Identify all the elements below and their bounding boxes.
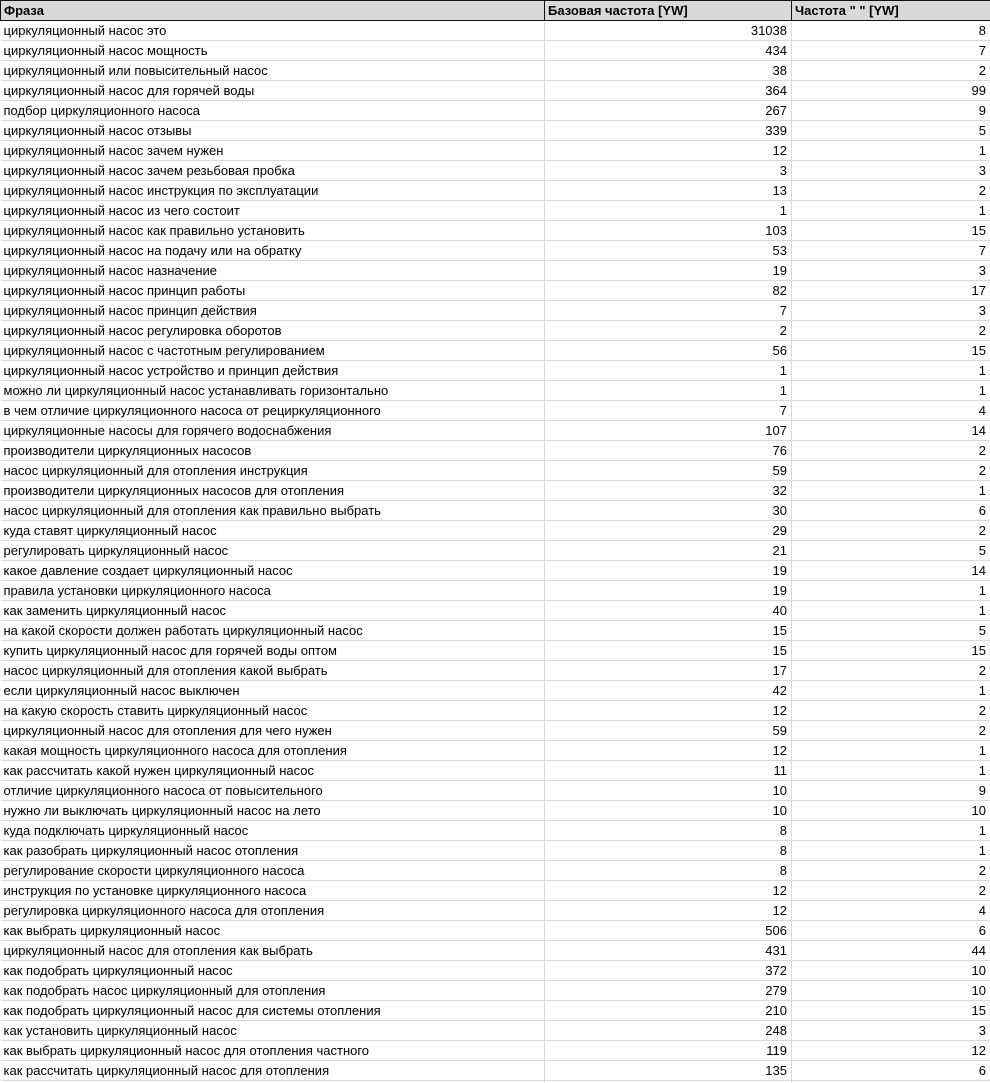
table-row <box>1 601 990 621</box>
frequency-cell[interactable]: 12 <box>792 1041 990 1061</box>
base-frequency-cell[interactable]: 8 <box>545 821 792 841</box>
table-row <box>1 541 990 561</box>
frequency-cell[interactable]: 1 <box>792 601 990 621</box>
table-row <box>1 861 990 881</box>
table-header <box>1 1 990 21</box>
phrase-cell[interactable]: циркуляционный насос инструкция по эксплуатации <box>1 181 545 201</box>
frequency-cell[interactable]: 2 <box>792 661 990 681</box>
column-header-phrase[interactable]: Фраза <box>1 1 545 21</box>
frequency-cell[interactable]: 5 <box>792 121 990 141</box>
table-row <box>1 561 990 581</box>
table-row <box>1 761 990 781</box>
phrase-cell[interactable]: как рассчитать какой нужен циркуляционный насос <box>1 761 545 781</box>
base-frequency-cell[interactable]: 248 <box>545 1021 792 1041</box>
table-row <box>1 201 990 221</box>
base-frequency-cell[interactable]: 59 <box>545 721 792 741</box>
phrase-cell[interactable]: производители циркуляционных насосов для отопления <box>1 481 545 501</box>
base-frequency-cell[interactable]: 364 <box>545 81 792 101</box>
table-row <box>1 121 990 141</box>
base-frequency-cell[interactable]: 19 <box>545 581 792 601</box>
base-frequency-cell[interactable]: 12 <box>545 881 792 901</box>
table-row <box>1 981 990 1001</box>
frequency-cell[interactable]: 6 <box>792 921 990 941</box>
table-row <box>1 361 990 381</box>
base-frequency-cell[interactable]: 103 <box>545 221 792 241</box>
frequency-cell[interactable]: 2 <box>792 721 990 741</box>
base-frequency-cell[interactable]: 19 <box>545 261 792 281</box>
table-row <box>1 301 990 321</box>
base-frequency-cell[interactable]: 1 <box>545 381 792 401</box>
phrase-cell[interactable]: циркуляционный насос как правильно установить <box>1 221 545 241</box>
base-frequency-cell[interactable]: 15 <box>545 621 792 641</box>
phrase-cell[interactable]: какое давление создает циркуляционный насос <box>1 561 545 581</box>
base-frequency-cell[interactable]: 372 <box>545 961 792 981</box>
frequency-cell[interactable]: 1 <box>792 741 990 761</box>
base-frequency-cell[interactable]: 1 <box>545 201 792 221</box>
base-frequency-cell[interactable]: 59 <box>545 461 792 481</box>
base-frequency-cell[interactable]: 434 <box>545 41 792 61</box>
frequency-cell[interactable]: 3 <box>792 1021 990 1041</box>
base-frequency-cell[interactable]: 3 <box>545 161 792 181</box>
phrase-cell[interactable]: циркуляционный насос с частотным регулированием <box>1 341 545 361</box>
frequency-cell[interactable]: 9 <box>792 101 990 121</box>
base-frequency-cell[interactable]: 76 <box>545 441 792 461</box>
table-row <box>1 641 990 661</box>
base-frequency-cell[interactable]: 506 <box>545 921 792 941</box>
phrase-cell[interactable]: насос циркуляционный для отопления как правильно выбрать <box>1 501 545 521</box>
phrase-cell[interactable]: можно ли циркуляционный насос устанавливать горизонтально <box>1 381 545 401</box>
phrase-cell[interactable]: как подобрать циркуляционный насос <box>1 961 545 981</box>
phrase-cell[interactable]: насос циркуляционный для отопления какой выбрать <box>1 661 545 681</box>
frequency-cell[interactable]: 1 <box>792 681 990 701</box>
table-row <box>1 1041 990 1061</box>
frequency-cell[interactable]: 2 <box>792 701 990 721</box>
table-row <box>1 341 990 361</box>
frequency-cell[interactable]: 5 <box>792 621 990 641</box>
base-frequency-cell[interactable]: 40 <box>545 601 792 621</box>
base-frequency-cell[interactable]: 8 <box>545 861 792 881</box>
frequency-cell[interactable]: 7 <box>792 241 990 261</box>
phrase-cell[interactable]: отличие циркуляционного насоса от повысительного <box>1 781 545 801</box>
table-row <box>1 101 990 121</box>
phrase-cell[interactable]: регулировать циркуляционный насос <box>1 541 545 561</box>
table-row <box>1 221 990 241</box>
base-frequency-cell[interactable]: 12 <box>545 741 792 761</box>
phrase-cell[interactable]: циркуляционный насос зачем резьбовая пробка <box>1 161 545 181</box>
phrase-cell[interactable]: на какую скорость ставить циркуляционный насос <box>1 701 545 721</box>
phrase-cell[interactable]: как выбрать циркуляционный насос <box>1 921 545 941</box>
frequency-cell[interactable]: 14 <box>792 561 990 581</box>
base-frequency-cell[interactable]: 210 <box>545 1001 792 1021</box>
base-frequency-cell[interactable]: 10 <box>545 781 792 801</box>
frequency-cell[interactable]: 1 <box>792 821 990 841</box>
column-header-frequency[interactable]: Частота " " [YW] <box>792 1 990 21</box>
phrase-cell[interactable]: циркуляционные насосы для горячего водоснабжения <box>1 421 545 441</box>
phrase-cell[interactable]: правила установки циркуляционного насоса <box>1 581 545 601</box>
base-frequency-cell[interactable]: 32 <box>545 481 792 501</box>
table-row <box>1 521 990 541</box>
table-row <box>1 281 990 301</box>
frequency-cell[interactable]: 44 <box>792 941 990 961</box>
table-row <box>1 161 990 181</box>
frequency-cell[interactable]: 15 <box>792 1001 990 1021</box>
phrase-cell[interactable]: как подобрать насос циркуляционный для отопления <box>1 981 545 1001</box>
table-row <box>1 41 990 61</box>
phrase-cell[interactable]: циркуляционный насос для горячей воды <box>1 81 545 101</box>
phrase-cell[interactable]: если циркуляционный насос выключен <box>1 681 545 701</box>
frequency-cell[interactable]: 2 <box>792 321 990 341</box>
frequency-cell[interactable]: 1 <box>792 581 990 601</box>
frequency-cell[interactable]: 6 <box>792 501 990 521</box>
base-frequency-cell[interactable]: 12 <box>545 701 792 721</box>
frequency-cell[interactable]: 3 <box>792 161 990 181</box>
table-body <box>1 21 990 1083</box>
base-frequency-cell[interactable]: 7 <box>545 401 792 421</box>
frequency-cell[interactable]: 15 <box>792 341 990 361</box>
phrase-cell[interactable]: циркуляционный насос назначение <box>1 261 545 281</box>
phrase-cell[interactable]: нужно ли выключать циркуляционный насос на лето <box>1 801 545 821</box>
base-frequency-cell[interactable]: 30 <box>545 501 792 521</box>
frequency-cell[interactable]: 10 <box>792 961 990 981</box>
base-frequency-cell[interactable]: 19 <box>545 561 792 581</box>
base-frequency-cell[interactable]: 53 <box>545 241 792 261</box>
frequency-cell[interactable]: 9 <box>792 781 990 801</box>
table-row <box>1 481 990 501</box>
frequency-cell[interactable]: 3 <box>792 301 990 321</box>
phrase-cell[interactable]: регулировка циркуляционного насоса для отопления <box>1 901 545 921</box>
frequency-cell[interactable]: 4 <box>792 901 990 921</box>
table-row <box>1 701 990 721</box>
phrase-cell[interactable]: куда подключать циркуляционный насос <box>1 821 545 841</box>
table-row <box>1 141 990 161</box>
table-row <box>1 241 990 261</box>
phrase-cell[interactable]: как заменить циркуляционный насос <box>1 601 545 621</box>
phrase-cell[interactable]: инструкция по установке циркуляционного насоса <box>1 881 545 901</box>
table-row <box>1 321 990 341</box>
frequency-cell[interactable]: 2 <box>792 521 990 541</box>
frequency-cell[interactable]: 4 <box>792 401 990 421</box>
phrase-cell[interactable]: циркуляционный насос для отопления для чего нужен <box>1 721 545 741</box>
table-row <box>1 621 990 641</box>
phrase-cell[interactable]: циркуляционный насос принцип работы <box>1 281 545 301</box>
frequency-cell[interactable]: 8 <box>792 21 990 41</box>
phrase-cell[interactable]: куда ставят циркуляционный насос <box>1 521 545 541</box>
table-row <box>1 821 990 841</box>
base-frequency-cell[interactable]: 21 <box>545 541 792 561</box>
base-frequency-cell[interactable]: 107 <box>545 421 792 441</box>
base-frequency-cell[interactable]: 31038 <box>545 21 792 41</box>
phrase-cell[interactable]: в чем отличие циркуляционного насоса от рециркуляционного <box>1 401 545 421</box>
table-row <box>1 401 990 421</box>
frequency-cell[interactable]: 2 <box>792 861 990 881</box>
table-row <box>1 741 990 761</box>
table-row <box>1 961 990 981</box>
base-frequency-cell[interactable]: 267 <box>545 101 792 121</box>
base-frequency-cell[interactable]: 42 <box>545 681 792 701</box>
base-frequency-cell[interactable]: 29 <box>545 521 792 541</box>
phrase-cell[interactable]: какая мощность циркуляционного насоса для отопления <box>1 741 545 761</box>
frequency-cell[interactable]: 1 <box>792 481 990 501</box>
base-frequency-cell[interactable]: 7 <box>545 301 792 321</box>
base-frequency-cell[interactable]: 12 <box>545 141 792 161</box>
base-frequency-cell[interactable]: 38 <box>545 61 792 81</box>
phrase-cell[interactable]: циркуляционный насос принцип действия <box>1 301 545 321</box>
base-frequency-cell[interactable]: 15 <box>545 641 792 661</box>
phrase-cell[interactable]: циркуляционный насос из чего состоит <box>1 201 545 221</box>
table-row <box>1 721 990 741</box>
frequency-cell[interactable]: 99 <box>792 81 990 101</box>
frequency-cell[interactable]: 2 <box>792 61 990 81</box>
table-row <box>1 501 990 521</box>
base-frequency-cell[interactable]: 11 <box>545 761 792 781</box>
table-row <box>1 81 990 101</box>
table-row <box>1 181 990 201</box>
frequency-cell[interactable]: 1 <box>792 361 990 381</box>
base-frequency-cell[interactable]: 17 <box>545 661 792 681</box>
base-frequency-cell[interactable]: 2 <box>545 321 792 341</box>
base-frequency-cell[interactable]: 339 <box>545 121 792 141</box>
header-row <box>1 1 990 21</box>
phrase-cell[interactable]: как выбрать циркуляционный насос для отопления частного <box>1 1041 545 1061</box>
column-header-base-frequency[interactable]: Базовая частота [YW] <box>545 1 792 21</box>
phrase-cell[interactable]: циркуляционный насос зачем нужен <box>1 141 545 161</box>
base-frequency-cell[interactable]: 56 <box>545 341 792 361</box>
table-row <box>1 901 990 921</box>
phrase-cell[interactable]: циркуляционный насос регулировка оборотов <box>1 321 545 341</box>
frequency-cell[interactable]: 5 <box>792 541 990 561</box>
phrase-cell[interactable]: как рассчитать циркуляционный насос для отопления <box>1 1061 545 1081</box>
phrase-cell[interactable]: циркуляционный насос устройство и принцип действия <box>1 361 545 381</box>
table-row <box>1 801 990 821</box>
base-frequency-cell[interactable]: 1 <box>545 361 792 381</box>
frequency-cell[interactable]: 1 <box>792 761 990 781</box>
frequency-cell[interactable]: 7 <box>792 41 990 61</box>
phrase-cell[interactable]: циркуляционный насос отзывы <box>1 121 545 141</box>
frequency-cell[interactable]: 2 <box>792 461 990 481</box>
base-frequency-cell[interactable]: 13 <box>545 181 792 201</box>
phrase-cell[interactable]: регулирование скорости циркуляционного насоса <box>1 861 545 881</box>
base-frequency-cell[interactable]: 82 <box>545 281 792 301</box>
table-row <box>1 841 990 861</box>
base-frequency-cell[interactable]: 8 <box>545 841 792 861</box>
frequency-cell[interactable]: 10 <box>792 801 990 821</box>
frequency-cell[interactable]: 2 <box>792 181 990 201</box>
base-frequency-cell[interactable]: 279 <box>545 981 792 1001</box>
base-frequency-cell[interactable]: 119 <box>545 1041 792 1061</box>
frequency-cell[interactable]: 1 <box>792 381 990 401</box>
table-row <box>1 1001 990 1021</box>
table-row <box>1 921 990 941</box>
frequency-cell[interactable]: 10 <box>792 981 990 1001</box>
phrase-cell[interactable]: циркуляционный насос это <box>1 21 545 41</box>
phrase-cell[interactable]: как разобрать циркуляционный насос отопления <box>1 841 545 861</box>
frequency-cell[interactable]: 6 <box>792 1061 990 1081</box>
base-frequency-cell[interactable]: 135 <box>545 1061 792 1081</box>
base-frequency-cell[interactable]: 10 <box>545 801 792 821</box>
table-row <box>1 61 990 81</box>
phrase-cell[interactable]: подбор циркуляционного насоса <box>1 101 545 121</box>
frequency-cell[interactable]: 1 <box>792 141 990 161</box>
table-row <box>1 941 990 961</box>
table-row <box>1 581 990 601</box>
table-row <box>1 381 990 401</box>
table-row <box>1 881 990 901</box>
table-row <box>1 661 990 681</box>
table-row <box>1 261 990 281</box>
frequency-cell[interactable]: 15 <box>792 221 990 241</box>
table-row <box>1 421 990 441</box>
table-row <box>1 1061 990 1081</box>
frequency-cell[interactable]: 2 <box>792 881 990 901</box>
phrase-cell[interactable]: циркуляционный насос мощность <box>1 41 545 61</box>
phrase-cell[interactable]: как подобрать циркуляционный насос для системы отопления <box>1 1001 545 1021</box>
table-row <box>1 1021 990 1041</box>
phrase-cell[interactable]: насос циркуляционный для отопления инструкция <box>1 461 545 481</box>
base-frequency-cell[interactable]: 431 <box>545 941 792 961</box>
phrase-cell[interactable]: циркуляционный насос для отопления как выбрать <box>1 941 545 961</box>
frequency-cell[interactable]: 1 <box>792 201 990 221</box>
table-row <box>1 441 990 461</box>
base-frequency-cell[interactable]: 12 <box>545 901 792 921</box>
frequency-cell[interactable]: 15 <box>792 641 990 661</box>
frequency-cell[interactable]: 1 <box>792 841 990 861</box>
phrase-cell[interactable]: циркуляционный насос на подачу или на обратку <box>1 241 545 261</box>
phrase-cell[interactable]: циркуляционный или повысительный насос <box>1 61 545 81</box>
table-row <box>1 21 990 41</box>
frequency-cell[interactable]: 3 <box>792 261 990 281</box>
phrase-cell[interactable]: как установить циркуляционный насос <box>1 1021 545 1041</box>
frequency-cell[interactable]: 17 <box>792 281 990 301</box>
frequency-cell[interactable]: 2 <box>792 441 990 461</box>
phrase-cell[interactable]: на какой скорости должен работать циркуляционный насос <box>1 621 545 641</box>
frequency-cell[interactable]: 14 <box>792 421 990 441</box>
phrase-cell[interactable]: купить циркуляционный насос для горячей воды оптом <box>1 641 545 661</box>
table-row <box>1 461 990 481</box>
table-row <box>1 781 990 801</box>
phrase-cell[interactable]: производители циркуляционных насосов <box>1 441 545 461</box>
table-row <box>1 681 990 701</box>
